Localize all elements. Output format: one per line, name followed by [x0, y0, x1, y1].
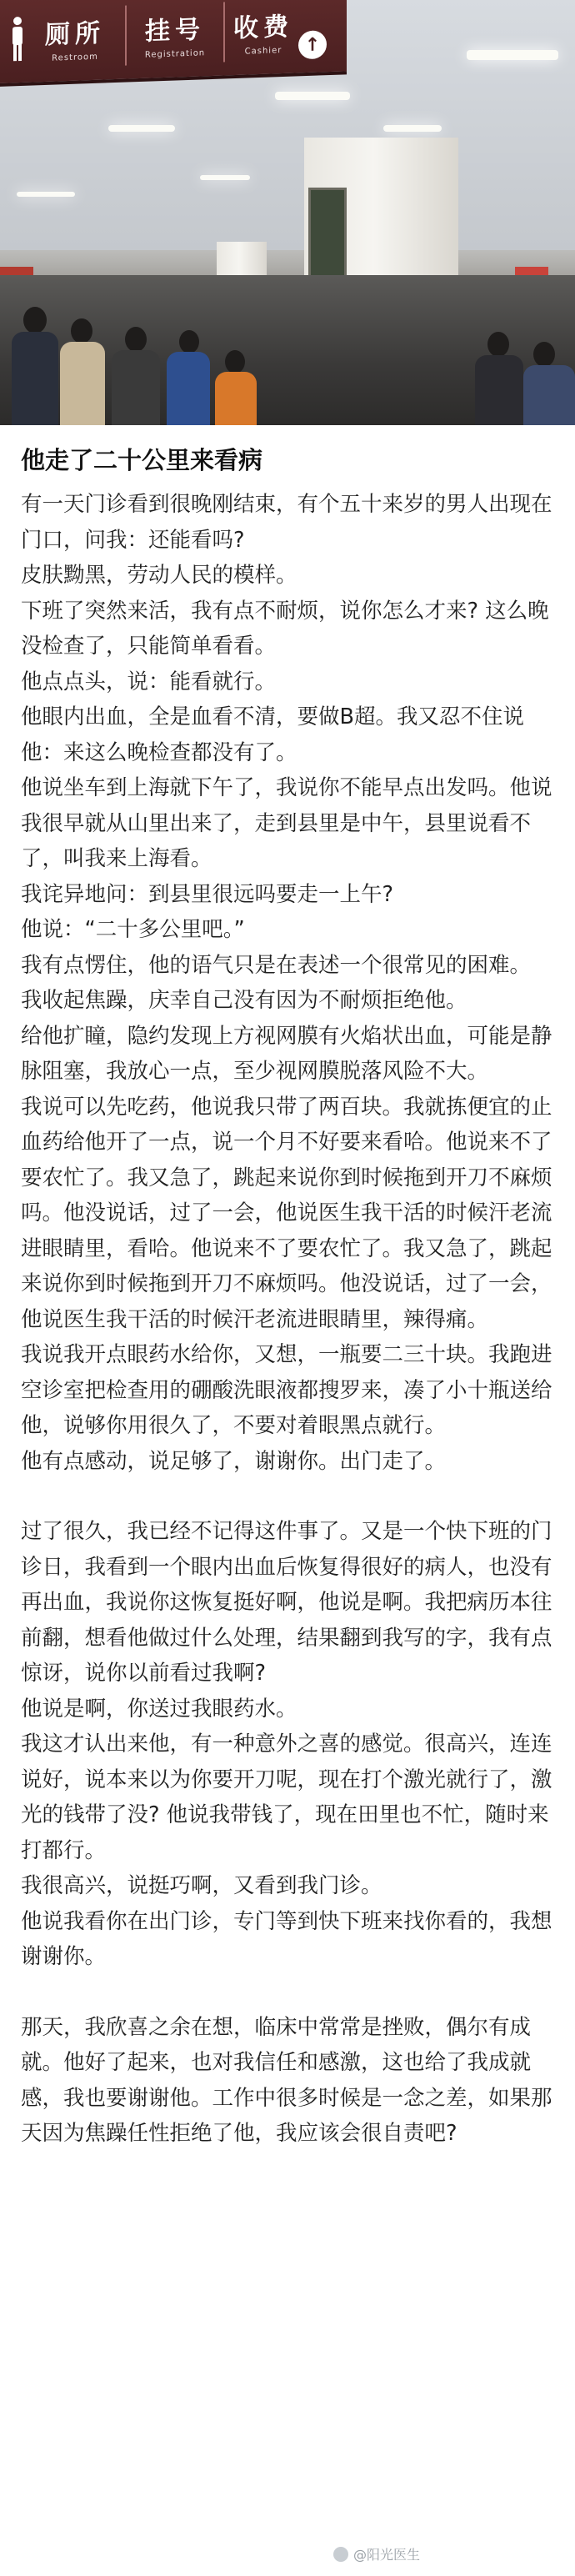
- sign-registration-en: Registration: [144, 48, 206, 60]
- ceiling-light: [275, 92, 350, 100]
- up-arrow-icon: ↑: [298, 30, 327, 59]
- person-body: [475, 355, 523, 425]
- person-head: [533, 342, 555, 367]
- paragraph: 那天，我欣喜之余在想，临床中常常是挫败，偶尔有成就。他好了起来，也对我信任和感激，这也给了我成就感，我也要谢谢他。工作中很多时候是一念之差，如果那天因为焦躁任性拒绝了他，我应该会很自责吧?: [21, 2014, 552, 2146]
- paragraph: 他眼内出血，全是血看不清，要做B超。我又忍不住说他：来这么晚检查都没有了。: [21, 704, 524, 765]
- paragraph: 我说我开点眼药水给你，又想，一瓶要二三十块。我跑进空诊室把检查用的硼酸洗眼液都搜罗来，凑了小十瓶送给他，说够你用很久了，不要对着眼黑点就行。: [21, 1342, 552, 1438]
- sign-registration-cn: 挂号: [145, 14, 205, 47]
- paragraph: 过了很久，我已经不记得这件事了。又是一个快下班的门诊日，我看到一个眼内出血后恢复得很好的病人，也没有再出血，我说你这恢复挺好啊，他说是啊。我把病历本往前翻，想看他做过什么处理，结果翻到我写的字，我有点惊讶，说你以前看过我啊?: [21, 1519, 552, 1686]
- ceiling-light: [467, 50, 558, 60]
- watermark: [333, 2544, 420, 2563]
- sign-divider: [223, 2, 225, 62]
- paragraph: 我诧异地问：到县里很远吗要走一上午?: [21, 881, 394, 907]
- hospital-photo: [0, 0, 575, 425]
- paragraph-gap: [21, 1975, 558, 2010]
- paragraph: 他说：“二十多公里吧。”: [21, 917, 245, 942]
- sign-restroom-en: Restroom: [52, 52, 98, 63]
- person-body: [215, 372, 257, 425]
- paragraph: 他说是啊，你送过我眼药水。: [21, 1696, 298, 1722]
- person-body: [12, 332, 58, 425]
- person-head: [23, 307, 47, 333]
- person-head: [225, 350, 245, 373]
- article: [21, 440, 558, 2152]
- person-head: [179, 330, 199, 353]
- sign-cashier-en: Cashier: [244, 45, 282, 57]
- ceiling-light: [108, 125, 175, 132]
- person-body: [112, 350, 160, 425]
- paragraph: 他说坐车到上海就下午了，我说你不能早点出发吗。他说我很早就从山里出来了，走到县里是中午，县里说看不了，叫我来上海看。: [21, 775, 552, 871]
- article-body: [21, 487, 558, 2152]
- sign-restroom: [33, 0, 117, 78]
- person-head: [125, 327, 147, 352]
- paragraph: 我说可以先吃药，他说我只带了两百块。我就拣便宜的止血药给他开了一点，说一个月不好要来看哈。他说来不了要农忙了。我又急了，跳起来说你到时候拖到开刀不麻烦吗。他没说话，过了一会，他说医生我干活的时候汗老流进眼睛里，看哈。他说来不了要农忙了。我又急了，跳起来说你到时候拖到开刀不麻烦吗。他没说话，过了一会，他说医生我干活的时候汗老流进眼睛里，辣得痛。: [21, 1094, 552, 1332]
- sign-registration: [133, 0, 217, 75]
- paragraph: 我有点愣住，他的语气只是在表述一个很常见的困难。: [21, 952, 532, 978]
- paragraph: 他有点感动，说足够了，谢谢你。出门走了。: [21, 1448, 447, 1474]
- ceiling-light: [200, 175, 250, 180]
- ceiling-light: [383, 125, 442, 132]
- hospital-signboard: [0, 0, 347, 87]
- paragraph: 皮肤黝黑，劳动人民的模样。: [21, 563, 298, 588]
- person-body: [523, 365, 575, 425]
- sign-cashier-cn: 收费: [233, 12, 293, 43]
- paragraph: 下班了突然来活，我有点不耐烦，说你怎么才来? 这么晚没检查了，只能简单看看。: [21, 598, 549, 659]
- paragraph: 他说我看你在出门诊，专门等到快下班来找你看的，我想谢谢你。: [21, 1908, 552, 1969]
- paragraph: 有一天门诊看到很晚刚结束，有个五十来岁的男人出现在门口，问我：还能看吗?: [21, 492, 552, 553]
- ceiling-light: [17, 192, 75, 197]
- sign-restroom-cn: 厕所: [45, 18, 105, 50]
- article-title: 他走了二十公里来看病: [21, 446, 263, 474]
- person-head: [488, 332, 509, 357]
- paragraph: 我这才认出来他，有一种意外之喜的感觉。很高兴，连连说好，说本来以为你要开刀呢，现在打个激光就行了，激光的钱带了没? 他说我带钱了，现在田里也不忙，随时来打都行。: [21, 1732, 552, 1863]
- sign-cashier: [230, 0, 297, 72]
- paragraph: 我收起焦躁，庆幸自己没有因为不耐烦拒绝他。: [21, 988, 468, 1013]
- person-head: [71, 318, 92, 343]
- person-body: [167, 352, 210, 425]
- paragraph: 我很高兴，说挺巧啊，又看到我门诊。: [21, 1873, 382, 1898]
- sign-divider: [125, 6, 127, 66]
- paragraph-gap: [21, 1479, 558, 1514]
- weibo-logo-icon: [333, 2547, 348, 2562]
- person-body: [60, 342, 105, 425]
- paragraph: 他点点头，说：能看就行。: [21, 669, 277, 694]
- paragraph: 给他扩瞳，隐约发现上方视网膜有火焰状出血，可能是静脉阻塞，我放心一点，至少视网膜脱落风险不大。: [21, 1023, 552, 1084]
- restroom-person-icon: [8, 16, 27, 63]
- watermark-text: @阳光医生: [353, 2547, 421, 2563]
